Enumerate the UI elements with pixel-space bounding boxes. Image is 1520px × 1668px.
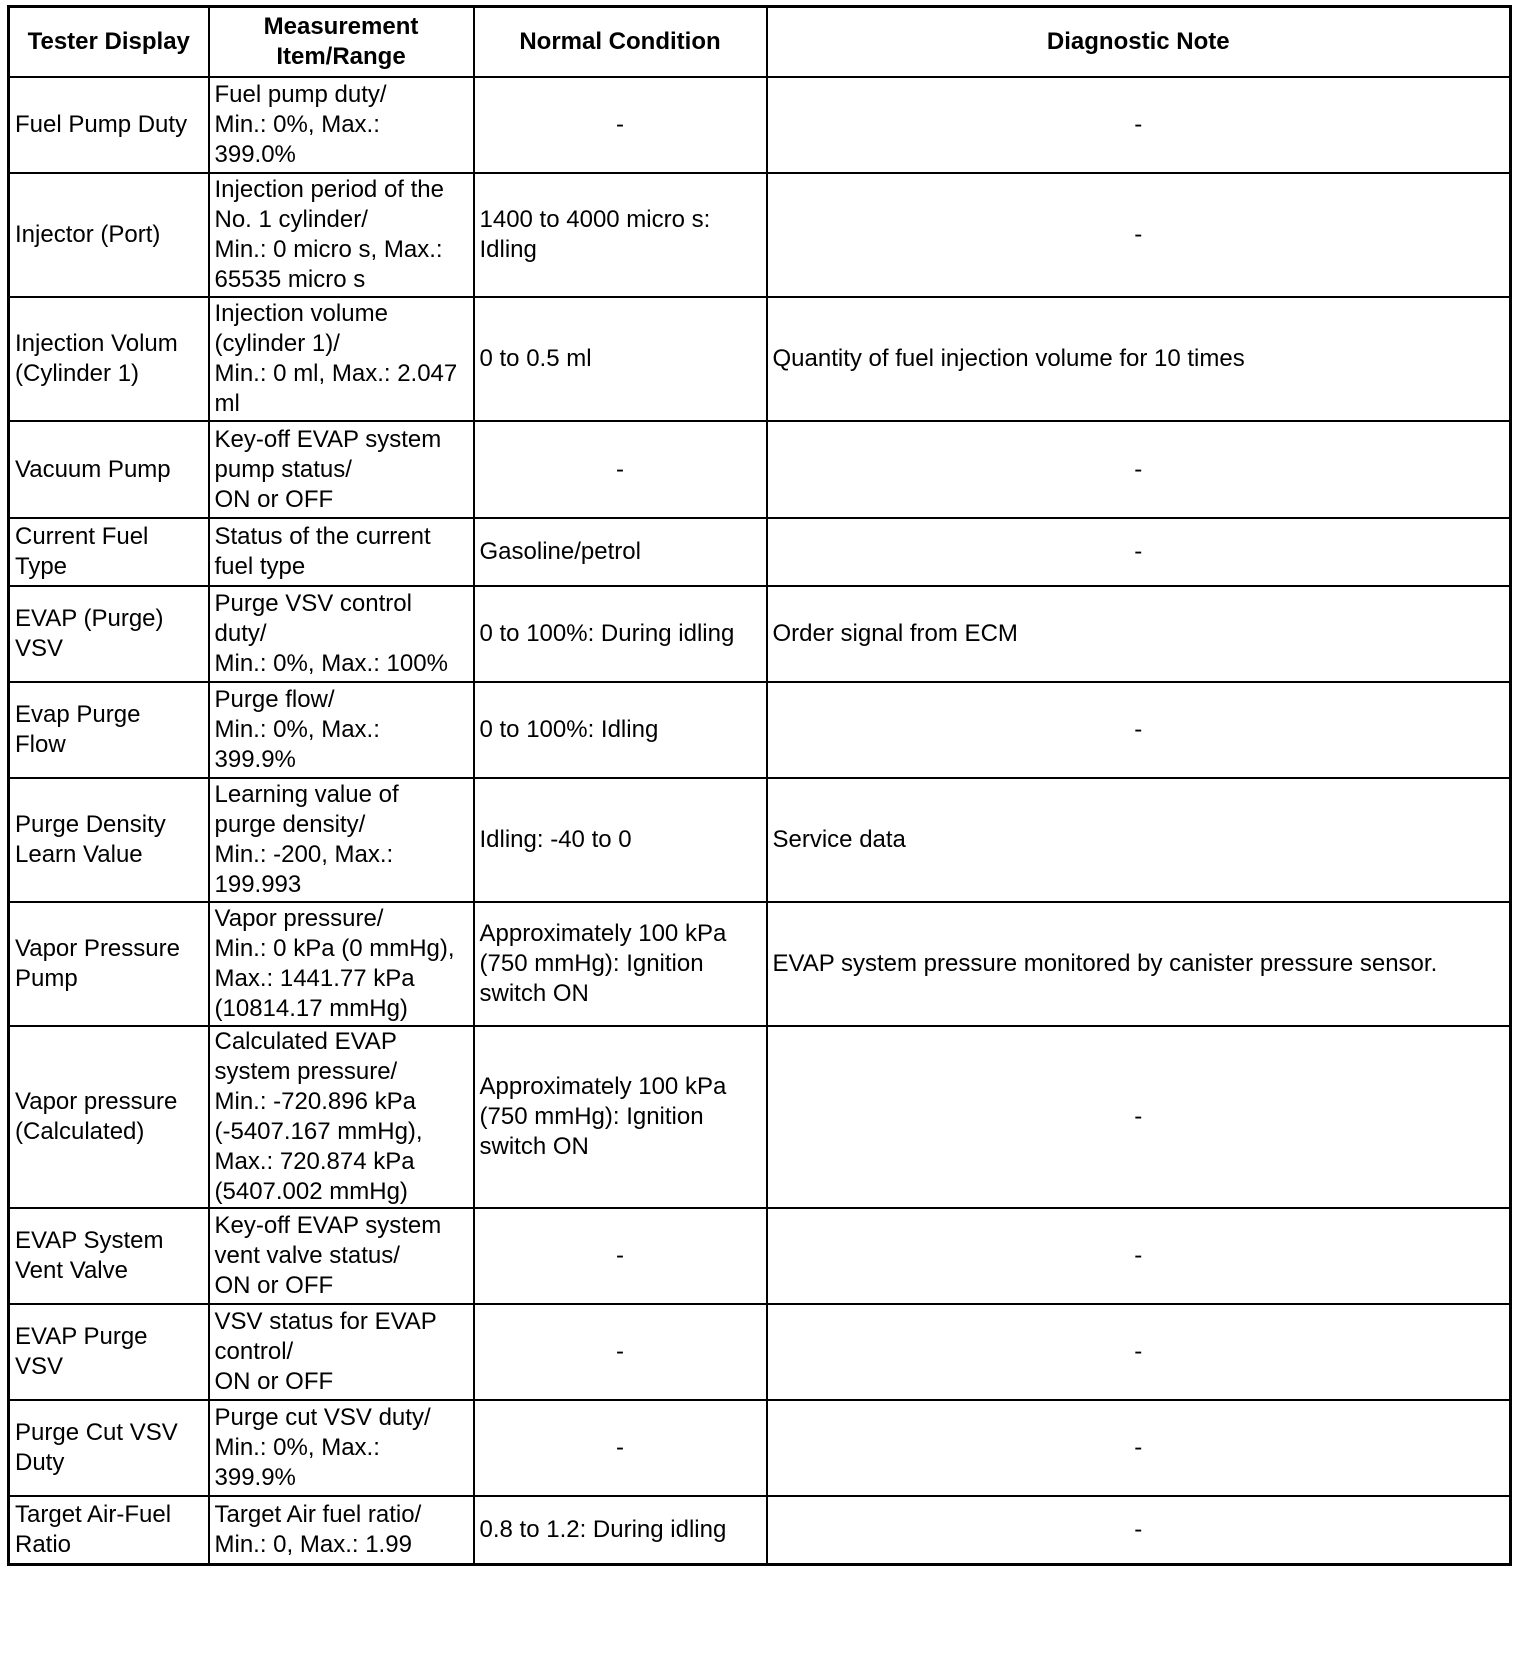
measurement-range-cell: Target Air fuel ratio/ Min.: 0, Max.: 1.99 <box>209 1496 474 1564</box>
tester-display-cell: Purge Cut VSV Duty <box>9 1400 209 1496</box>
table-row <box>9 586 1511 682</box>
normal-condition-cell: - <box>474 77 767 173</box>
tester-display-cell: Injector (Port) <box>9 173 209 297</box>
header-tester-display: Tester Display <box>9 7 209 78</box>
table-header <box>9 7 1511 78</box>
measurement-range-cell: Injection volume (cylinder 1)/ Min.: 0 ml, Max.: 2.047 ml <box>209 297 474 421</box>
table-body <box>9 77 1511 1564</box>
normal-condition-cell: - <box>474 421 767 518</box>
normal-condition-cell: 0 to 100%: During idling <box>474 586 767 682</box>
table-row <box>9 1304 1511 1400</box>
tester-display-cell: Current Fuel Type <box>9 518 209 586</box>
normal-condition-cell: Approximately 100 kPa (750 mmHg): Ignition switch ON <box>474 1026 767 1208</box>
table-row <box>9 1400 1511 1496</box>
tester-display-cell: EVAP System Vent Valve <box>9 1208 209 1304</box>
tester-display-cell: Vapor pressure (Calculated) <box>9 1026 209 1208</box>
diagnostic-note-cell: - <box>767 518 1511 586</box>
header-measurement-item-range: Measurement Item/Range <box>209 7 474 78</box>
measurement-range-cell: Injection period of the No. 1 cylinder/ Min.: 0 micro s, Max.: 65535 micro s <box>209 173 474 297</box>
measurement-range-cell: Purge flow/ Min.: 0%, Max.: 399.9% <box>209 682 474 778</box>
measurement-range-cell: Status of the current fuel type <box>209 518 474 586</box>
table-row <box>9 518 1511 586</box>
measurement-range-cell: Fuel pump duty/ Min.: 0%, Max.: 399.0% <box>209 77 474 173</box>
table-row <box>9 902 1511 1026</box>
measurement-range-cell: Key-off EVAP system vent valve status/ ON or OFF <box>209 1208 474 1304</box>
diagnostic-note-cell: - <box>767 1304 1511 1400</box>
diagnostic-note-cell: - <box>767 1208 1511 1304</box>
normal-condition-cell: Gasoline/petrol <box>474 518 767 586</box>
measurement-range-cell: Calculated EVAP system pressure/ Min.: -720.896 kPa (-5407.167 mmHg), Max.: 720.874 kPa (5407.002 mmHg) <box>209 1026 474 1208</box>
diagnostic-note-cell: Quantity of fuel injection volume for 10 times <box>767 297 1511 421</box>
normal-condition-cell: - <box>474 1304 767 1400</box>
diagnostic-note-cell: - <box>767 77 1511 173</box>
measurement-range-cell: Purge VSV control duty/ Min.: 0%, Max.: 100% <box>209 586 474 682</box>
normal-condition-cell: - <box>474 1208 767 1304</box>
diagnostic-data-table <box>7 5 1512 1566</box>
table-row <box>9 1496 1511 1564</box>
header-normal-condition: Normal Condition <box>474 7 767 78</box>
table-row <box>9 421 1511 518</box>
tester-display-cell: Purge Density Learn Value <box>9 778 209 902</box>
diagnostic-note-cell: Service data <box>767 778 1511 902</box>
normal-condition-cell: 0 to 100%: Idling <box>474 682 767 778</box>
table-row <box>9 173 1511 297</box>
measurement-range-cell: Key-off EVAP system pump status/ ON or OFF <box>209 421 474 518</box>
tester-display-cell: Vacuum Pump <box>9 421 209 518</box>
tester-display-cell: EVAP (Purge) VSV <box>9 586 209 682</box>
measurement-range-cell: Vapor pressure/ Min.: 0 kPa (0 mmHg), Max.: 1441.77 kPa (10814.17 mmHg) <box>209 902 474 1026</box>
diagnostic-note-cell: - <box>767 421 1511 518</box>
table-row <box>9 778 1511 902</box>
normal-condition-cell: 0.8 to 1.2: During idling <box>474 1496 767 1564</box>
diagnostic-note-cell: EVAP system pressure monitored by canister pressure sensor. <box>767 902 1511 1026</box>
header-row <box>9 7 1511 78</box>
normal-condition-cell: 1400 to 4000 micro s: Idling <box>474 173 767 297</box>
measurement-range-cell: Purge cut VSV duty/ Min.: 0%, Max.: 399.9% <box>209 1400 474 1496</box>
header-diagnostic-note: Diagnostic Note <box>767 7 1511 78</box>
normal-condition-cell: Idling: -40 to 0 <box>474 778 767 902</box>
table-row <box>9 77 1511 173</box>
diagnostic-note-cell: - <box>767 1496 1511 1564</box>
table-row <box>9 682 1511 778</box>
tester-display-cell: Injection Volum (Cylinder 1) <box>9 297 209 421</box>
diagnostic-note-cell: - <box>767 682 1511 778</box>
tester-display-cell: Evap Purge Flow <box>9 682 209 778</box>
diagnostic-note-cell: Order signal from ECM <box>767 586 1511 682</box>
diagnostic-note-cell: - <box>767 1400 1511 1496</box>
tester-display-cell: EVAP Purge VSV <box>9 1304 209 1400</box>
tester-display-cell: Fuel Pump Duty <box>9 77 209 173</box>
diagnostic-note-cell: - <box>767 1026 1511 1208</box>
tester-display-cell: Target Air-Fuel Ratio <box>9 1496 209 1564</box>
measurement-range-cell: Learning value of purge density/ Min.: -200, Max.: 199.993 <box>209 778 474 902</box>
diagnostic-note-cell: - <box>767 173 1511 297</box>
table-row <box>9 1026 1511 1208</box>
normal-condition-cell: Approximately 100 kPa (750 mmHg): Ignition switch ON <box>474 902 767 1026</box>
tester-display-cell: Vapor Pressure Pump <box>9 902 209 1026</box>
table-row <box>9 1208 1511 1304</box>
normal-condition-cell: 0 to 0.5 ml <box>474 297 767 421</box>
normal-condition-cell: - <box>474 1400 767 1496</box>
table-row <box>9 297 1511 421</box>
measurement-range-cell: VSV status for EVAP control/ ON or OFF <box>209 1304 474 1400</box>
